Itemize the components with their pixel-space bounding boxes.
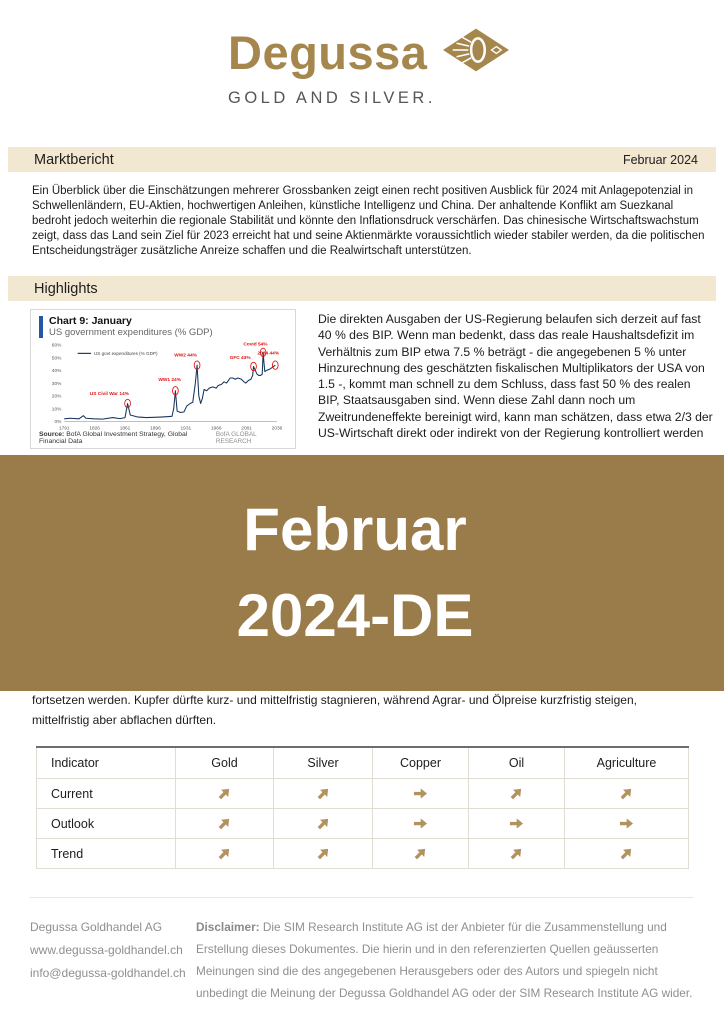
disclaimer-text: Die SIM Research Institute AG ist der Anbieter für die Zusammenstellung und Erstellung dieses Dokumentes. Die hierin und in den referenzierten Quellen geäusserten Meinungen sind die des angegebenen Herausgebers oder des Autors und spiegeln nicht unbedingt die Meinung der Degussa Goldhandel AG oder der SIM Research Institute AG wider. [196, 920, 693, 1000]
col-oil: Oil [469, 747, 565, 779]
chart-title: Chart 9: January [49, 315, 132, 327]
footer-contact [30, 916, 186, 985]
svg-text:US Civil War 14%: US Civil War 14% [89, 391, 129, 397]
trend-arrow-icon [217, 816, 232, 830]
footer-company: Degussa Goldhandel AG [30, 920, 163, 934]
section-title: Highlights [34, 280, 98, 297]
chart-source: Source: BofA Global Investment Strategy, Global Financial Data [39, 431, 188, 445]
svg-text:1861: 1861 [119, 426, 131, 431]
svg-text:1826: 1826 [89, 426, 100, 431]
trend-arrow-icon [619, 816, 634, 830]
footer-divider [30, 897, 694, 898]
outlook-paragraph: fortsetzen werden. Kupfer dürfte kurz- und mittelfristig stagnieren, während Agrar- und Ölpreise kurzfristig steigen, mittelfristig aber abflachen dürften. [32, 693, 637, 727]
svg-text:2001: 2001 [241, 426, 252, 431]
svg-text:60%: 60% [51, 343, 62, 349]
svg-text:50%: 50% [51, 356, 62, 362]
chart-plot [39, 339, 285, 431]
brand-tagline: GOLD AND SILVER. [228, 89, 436, 107]
trend-arrow-icon [509, 846, 524, 860]
trend-arrow-icon [217, 846, 232, 860]
col-gold: Gold [176, 747, 274, 779]
svg-text:1896: 1896 [150, 426, 161, 431]
footer-email-link[interactable]: info@degussa-goldhandel.ch [30, 966, 186, 980]
intro-paragraph: Ein Überblick über die Einschätzungen mehrerer Grossbanken zeigt einen recht positiven Ausblick für 2024 mit Anlagepotenzial in Schwellenländern, EU-Aktien, hochwertigen Anleihen, künstliche Intelligenz und China. Der anhaltende Konflikt am Suezkanal bedroht jedoch weiterhin die regionale Stabilität und könnte den Inflationsdruck verschärfen. Das chinesische Wirtschaftswachstum zeigt, dass das Land sein Ziel für 2023 erreicht hat und seine Aktienmärkte voraussichtlich wieder stabiler werden, da die politischen Entscheidungsträger zusätzliche Anreize schaffen und die Realwirtschaft unterstützen. [32, 185, 705, 257]
chart-subtitle: US government expenditures (% GDP) [49, 327, 213, 338]
row-label: Trend [37, 839, 176, 869]
svg-text:10%: 10% [51, 407, 62, 413]
brand-wordmark: Degussa [228, 26, 428, 79]
svg-text:1791: 1791 [58, 426, 70, 431]
svg-text:30%: 30% [51, 381, 62, 387]
trend-arrow-icon [509, 816, 524, 830]
svg-text:0%: 0% [54, 420, 62, 426]
svg-text:WW1 24%: WW1 24% [158, 378, 181, 384]
trend-arrow-icon [413, 846, 428, 860]
col-copper: Copper [373, 747, 469, 779]
table-header-row [37, 747, 689, 779]
section-bar-highlights [8, 276, 716, 301]
svg-text:20%: 20% [51, 394, 62, 400]
trend-arrow-icon [413, 786, 428, 800]
svg-text:1931: 1931 [180, 426, 192, 431]
svg-text:2034 44%: 2034 44% [257, 351, 280, 357]
table-row [37, 809, 689, 839]
degussa-logo [228, 28, 509, 108]
chart-watermark: BofA GLOBAL RESEARCH [215, 431, 257, 445]
trend-arrow-icon [509, 786, 524, 800]
svg-text:40%: 40% [51, 369, 62, 375]
chart-figure [30, 309, 296, 449]
trend-arrow-icon [316, 846, 331, 860]
svg-text:Covid 54%: Covid 54% [243, 342, 268, 348]
table-row [37, 779, 689, 809]
svg-text:2036: 2036 [271, 426, 283, 431]
section-bar-marktbericht [8, 147, 716, 172]
row-label: Current [37, 779, 176, 809]
trend-arrow-icon [413, 816, 428, 830]
svg-text:WW2 44%: WW2 44% [174, 353, 197, 359]
overlay-year: 2024-DE [236, 582, 474, 649]
col-silver: Silver [274, 747, 373, 779]
chart-accent-bar [39, 316, 43, 338]
trend-arrow-icon [217, 786, 232, 800]
table-row [37, 839, 689, 869]
month-overlay [0, 455, 724, 691]
overlay-month: Februar [243, 496, 467, 563]
svg-text:GFC 43%: GFC 43% [229, 355, 251, 361]
report-date: Februar 2024 [622, 152, 698, 167]
col-agriculture: Agriculture [565, 747, 689, 779]
disclaimer-label: Disclaimer: [196, 920, 260, 934]
col-indicator: Indicator [37, 747, 176, 779]
section-title: Marktbericht [34, 151, 114, 168]
row-label: Outlook [37, 809, 176, 839]
diamond-eye-icon [443, 28, 509, 77]
svg-text:1966: 1966 [210, 426, 222, 431]
svg-text:US govt expenditures (% GDP): US govt expenditures (% GDP) [93, 351, 158, 357]
footer-disclaimer [196, 916, 712, 1004]
indicator-table [36, 746, 689, 869]
trend-arrow-icon [619, 786, 634, 800]
highlights-paragraph: Die direkten Ausgaben der US-Regierung belaufen sich derzeit auf fast 40 % des BIP. Wenn man bedenkt, dass das reale Haushaltsdefizit im Verhältnis zum BIP etwa 7.5 % beträgt - die angegebenen 5 % unter Hinzurechnung des geschätzten fiskalischen Multiplikators der USA von 1.5 -, kommt man schnell zu dem Schluss, dass fast 50 % des realen BIP, Staatsausgaben sind. Wenn diese Zahl dann noch um Zweitrundeneffekte bereinigt wird, kann man schätzen, dass etwa 2/3 der US-Wirtschaft direkt oder indirekt von der Regierung kontrolliert werden [318, 312, 713, 441]
footer-website-link[interactable]: www.degussa-goldhandel.ch [30, 943, 183, 957]
trend-arrow-icon [619, 846, 634, 860]
trend-arrow-icon [316, 816, 331, 830]
trend-arrow-icon [316, 786, 331, 800]
